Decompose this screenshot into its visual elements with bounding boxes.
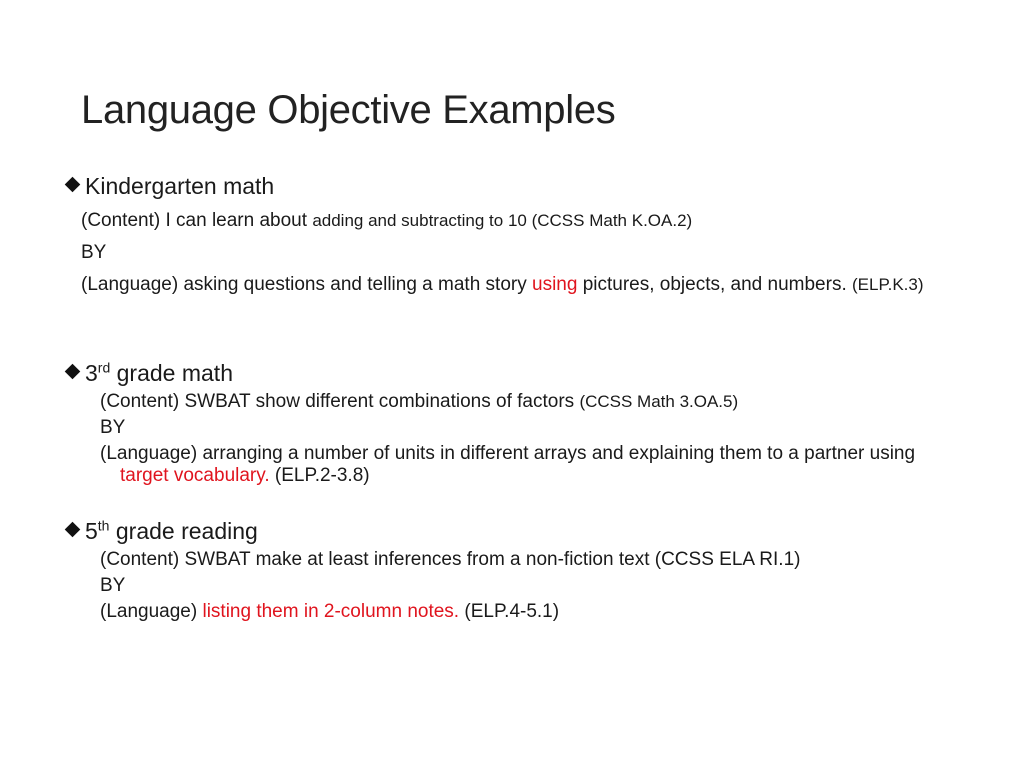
content-objective: (Content) SWBAT show different combinations of factors (CCSS Math 3.OA.5) bbox=[100, 391, 739, 412]
highlight-text: target vocabulary. bbox=[120, 465, 270, 486]
diamond-bullet-icon bbox=[64, 177, 81, 194]
section-heading bbox=[64, 359, 944, 387]
section-3rd-grade-math bbox=[64, 359, 944, 487]
diamond-bullet-icon bbox=[64, 522, 81, 539]
heading-text: 3rd grade math bbox=[85, 359, 233, 386]
heading-text: Kindergarten math bbox=[85, 173, 275, 199]
language-objective: (Language) listing them in 2-column notes. (ELP.4-5.1) bbox=[100, 601, 560, 622]
by-connector: BY bbox=[100, 417, 126, 438]
section-heading bbox=[64, 517, 944, 545]
heading-text: 5th grade reading bbox=[85, 517, 258, 544]
by-connector: BY bbox=[100, 575, 126, 596]
section-kindergarten-math bbox=[64, 172, 944, 296]
diamond-bullet-icon bbox=[64, 364, 81, 381]
by-connector: BY bbox=[81, 242, 107, 263]
section-5th-grade-reading bbox=[64, 517, 944, 623]
language-objective: (Language) asking questions and telling a math story using pictures, objects, and numbers. (ELP.K.3) bbox=[81, 274, 924, 295]
highlight-text: listing them in 2-column notes. bbox=[202, 601, 460, 622]
slide-title: Language Objective Examples bbox=[81, 88, 616, 132]
section-heading bbox=[64, 172, 944, 200]
language-objective: (Language) arranging a number of units in different arrays and explaining them to a partner using target vocabulary. (ELP.2-3.8) bbox=[100, 443, 916, 486]
content-objective: (Content) I can learn about adding and subtracting to 10 (CCSS Math K.OA.2) bbox=[81, 210, 693, 231]
content-objective: (Content) SWBAT make at least inferences from a non-fiction text (CCSS ELA RI.1) bbox=[100, 549, 801, 570]
highlight-text: using bbox=[532, 274, 578, 295]
